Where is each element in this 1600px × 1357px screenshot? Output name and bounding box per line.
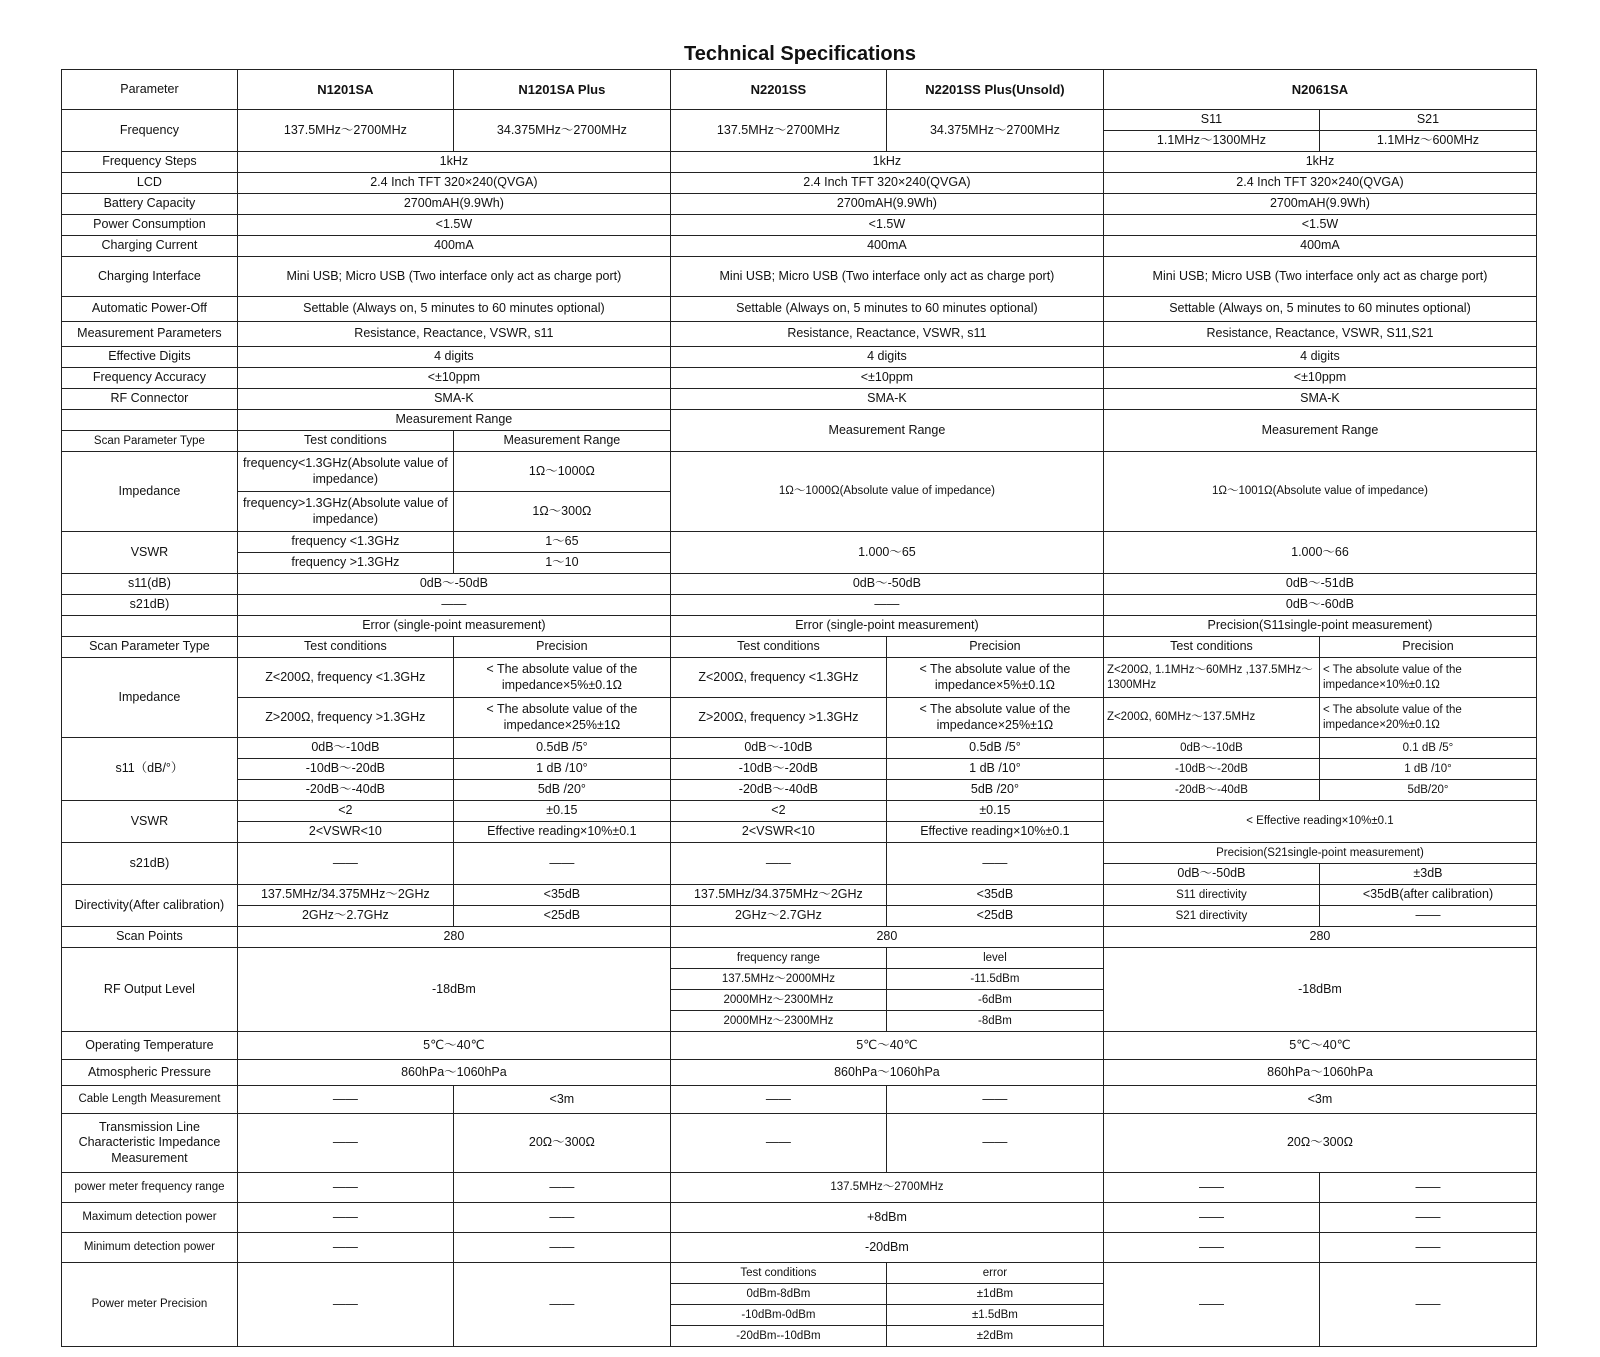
spec-cell: Measurement Range <box>237 410 670 431</box>
spec-cell: —— <box>1319 1233 1536 1263</box>
spec-cell: Frequency <box>62 110 238 152</box>
spec-cell: Scan Points <box>62 927 238 948</box>
spec-cell: Settable (Always on, 5 minutes to 60 minutes optional) <box>1103 297 1536 322</box>
spec-cell: 34.375MHz～2700MHz <box>886 110 1103 152</box>
spec-cell: 2.4 Inch TFT 320×240(QVGA) <box>1103 173 1536 194</box>
spec-row <box>62 1233 1537 1263</box>
spec-row <box>62 738 1537 759</box>
spec-cell: -10dB～-20dB <box>237 759 453 780</box>
spec-row <box>62 759 1537 780</box>
spec-cell: 400mA <box>237 236 670 257</box>
spec-row <box>62 1114 1537 1173</box>
spec-row <box>62 637 1537 658</box>
spec-cell: —— <box>453 843 670 885</box>
spec-cell: —— <box>237 1086 453 1114</box>
spec-cell: -11.5dBm <box>886 969 1103 990</box>
spec-cell: < Effective reading×10%±0.1 <box>1103 801 1536 843</box>
spec-cell: Z>200Ω, frequency >1.3GHz <box>237 698 453 738</box>
spec-cell: -20dB～-40dB <box>237 780 453 801</box>
spec-cell: —— <box>1103 1263 1319 1347</box>
spec-row <box>62 194 1537 215</box>
spec-cell: <1.5W <box>670 215 1103 236</box>
spec-cell: Z<200Ω, 1.1MHz～60MHz ,137.5MHz～1300MHz <box>1103 658 1319 698</box>
spec-cell: Settable (Always on, 5 minutes to 60 minutes optional) <box>670 297 1103 322</box>
spec-cell: Measurement Range <box>670 410 1103 452</box>
spec-cell: 2000MHz～2300MHz <box>670 1011 886 1032</box>
spec-cell: 0dB～-50dB <box>670 574 1103 595</box>
spec-cell: ±2dBm <box>886 1326 1103 1347</box>
spec-row <box>62 801 1537 822</box>
spec-cell: —— <box>886 843 1103 885</box>
spec-cell: —— <box>237 843 453 885</box>
spec-cell: —— <box>237 1173 453 1203</box>
spec-cell: Z<200Ω, 60MHz～137.5MHz <box>1103 698 1319 738</box>
spec-cell: —— <box>237 595 670 616</box>
spec-cell: 1Ω～1001Ω(Absolute value of impedance) <box>1103 452 1536 532</box>
spec-cell: 0dBm-8dBm <box>670 1284 886 1305</box>
spec-cell: 20Ω～300Ω <box>1103 1114 1536 1173</box>
spec-row <box>62 173 1537 194</box>
spec-cell: -6dBm <box>886 990 1103 1011</box>
spec-row <box>62 1060 1537 1086</box>
spec-cell: Test conditions <box>1103 637 1319 658</box>
spec-cell: Mini USB; Micro USB (Two interface only act as charge port) <box>670 257 1103 297</box>
spec-cell: Error (single-point measurement) <box>237 616 670 637</box>
spec-cell: < The absolute value of the impedance×5%±0.1Ω <box>886 658 1103 698</box>
spec-cell: <2 <box>670 801 886 822</box>
spec-cell: Cable Length Measurement <box>62 1086 238 1114</box>
spec-cell: Power Consumption <box>62 215 238 236</box>
spec-cell: frequency <1.3GHz <box>237 532 453 553</box>
spec-cell: —— <box>453 1173 670 1203</box>
spec-cell: frequency<1.3GHz(Absolute value of impedance) <box>237 452 453 492</box>
spec-cell: < The absolute value of the impedance×10%±0.1Ω <box>1319 658 1536 698</box>
spec-cell: —— <box>1103 1203 1319 1233</box>
spec-cell: —— <box>1103 1173 1319 1203</box>
spec-cell: 5dB/20° <box>1319 780 1536 801</box>
spec-cell: <35dB <box>886 885 1103 906</box>
spec-cell: 1 dB /10° <box>886 759 1103 780</box>
spec-cell: Measurement Range <box>1103 410 1536 452</box>
spec-cell: 0dB～-60dB <box>1103 595 1536 616</box>
spec-cell: S21 <box>1319 110 1536 131</box>
spec-cell: 5dB /20° <box>453 780 670 801</box>
spec-cell: <1.5W <box>237 215 670 236</box>
spec-cell: <25dB <box>453 906 670 927</box>
spec-cell <box>62 410 238 431</box>
spec-cell: Minimum detection power <box>62 1233 238 1263</box>
spec-cell: 1Ω～1000Ω <box>453 452 670 492</box>
spec-cell: 0dB～-51dB <box>1103 574 1536 595</box>
spec-cell: ±1.5dBm <box>886 1305 1103 1326</box>
spec-cell: 0dB～-10dB <box>1103 738 1319 759</box>
spec-cell: Directivity(After calibration) <box>62 885 238 927</box>
spec-cell: LCD <box>62 173 238 194</box>
spec-cell: 0.1 dB /5° <box>1319 738 1536 759</box>
spec-cell: 137.5MHz～2700MHz <box>670 110 886 152</box>
spec-cell: Precision <box>453 637 670 658</box>
spec-cell: 400mA <box>1103 236 1536 257</box>
spec-row <box>62 885 1537 906</box>
spec-row <box>62 532 1537 553</box>
spec-cell: SMA-K <box>1103 389 1536 410</box>
spec-cell: Scan Parameter Type <box>62 637 238 658</box>
spec-cell: 0dB～-10dB <box>670 738 886 759</box>
spec-cell: Test conditions <box>670 637 886 658</box>
spec-cell: Frequency Steps <box>62 152 238 173</box>
spec-cell: 20Ω～300Ω <box>453 1114 670 1173</box>
specifications-table <box>61 69 1537 1347</box>
spec-cell: 4 digits <box>670 347 1103 368</box>
page-title: Technical Specifications <box>684 43 916 65</box>
spec-cell: Effective Digits <box>62 347 238 368</box>
spec-cell: —— <box>453 1203 670 1233</box>
spec-row <box>62 347 1537 368</box>
spec-cell: S21 directivity <box>1103 906 1319 927</box>
spec-cell: 1Ω～300Ω <box>453 492 670 532</box>
spec-cell: 2GHz～2.7GHz <box>237 906 453 927</box>
spec-cell: 2700mAH(9.9Wh) <box>1103 194 1536 215</box>
spec-cell: -20dBm--10dBm <box>670 1326 886 1347</box>
spec-cell: -10dB～-20dB <box>670 759 886 780</box>
spec-row <box>62 1032 1537 1060</box>
spec-cell: < The absolute value of the impedance×25%±1Ω <box>453 698 670 738</box>
spec-row <box>62 927 1537 948</box>
spec-cell: Precision(S21single-point measurement) <box>1103 843 1536 864</box>
spec-cell: VSWR <box>62 532 238 574</box>
spec-cell: Precision(S11single-point measurement) <box>1103 616 1536 637</box>
spec-cell: Mini USB; Micro USB (Two interface only act as charge port) <box>1103 257 1536 297</box>
spec-cell: 280 <box>1103 927 1536 948</box>
spec-cell: Resistance, Reactance, VSWR, S11,S21 <box>1103 322 1536 347</box>
spec-cell: —— <box>237 1114 453 1173</box>
spec-cell: Measurement Parameters <box>62 322 238 347</box>
spec-cell: Resistance, Reactance, VSWR, s11 <box>670 322 1103 347</box>
spec-cell: RF Output Level <box>62 948 238 1032</box>
spec-cell: 0.5dB /5° <box>453 738 670 759</box>
column-header-cell: N1201SA <box>237 70 453 110</box>
spec-cell: Resistance, Reactance, VSWR, s11 <box>237 322 670 347</box>
spec-cell: —— <box>886 1114 1103 1173</box>
spec-cell: error <box>886 1263 1103 1284</box>
spec-cell: +8dBm <box>670 1203 1103 1233</box>
spec-cell: Effective reading×10%±0.1 <box>453 822 670 843</box>
spec-row <box>62 948 1537 969</box>
spec-cell: Precision <box>886 637 1103 658</box>
spec-cell: level <box>886 948 1103 969</box>
spec-cell: —— <box>1319 1203 1536 1233</box>
spec-cell: ±0.15 <box>453 801 670 822</box>
spec-cell: 1kHz <box>237 152 670 173</box>
spec-cell: <35dB(after calibration) <box>1319 885 1536 906</box>
spec-cell: -20dB～-40dB <box>1103 780 1319 801</box>
spec-cell: 0.5dB /5° <box>886 738 1103 759</box>
spec-cell: —— <box>1319 1263 1536 1347</box>
spec-cell: —— <box>670 595 1103 616</box>
spec-cell: -18dBm <box>237 948 670 1032</box>
spec-cell: Scan Parameter Type <box>62 431 238 452</box>
spec-cell: < The absolute value of the impedance×25%±1Ω <box>886 698 1103 738</box>
column-header-cell: Parameter <box>62 70 238 110</box>
spec-cell: Z>200Ω, frequency >1.3GHz <box>670 698 886 738</box>
spec-cell: ±3dB <box>1319 864 1536 885</box>
spec-row <box>62 1173 1537 1203</box>
spec-cell: 1kHz <box>1103 152 1536 173</box>
spec-cell: Error (single-point measurement) <box>670 616 1103 637</box>
spec-row <box>62 843 1537 864</box>
spec-cell: 2<VSWR<10 <box>237 822 453 843</box>
spec-cell: Automatic Power-Off <box>62 297 238 322</box>
spec-cell: Battery Capacity <box>62 194 238 215</box>
spec-cell: Frequency Accuracy <box>62 368 238 389</box>
spec-cell: s11（dB/°） <box>62 738 238 801</box>
spec-cell: 2<VSWR<10 <box>670 822 886 843</box>
spec-cell: <±10ppm <box>670 368 1103 389</box>
spec-cell: -8dBm <box>886 1011 1103 1032</box>
spec-cell: SMA-K <box>670 389 1103 410</box>
spec-cell: <25dB <box>886 906 1103 927</box>
spec-cell: s21dB) <box>62 595 238 616</box>
spec-cell: s11(dB) <box>62 574 238 595</box>
spec-row <box>62 616 1537 637</box>
spec-row <box>62 389 1537 410</box>
spec-cell: 1Ω～1000Ω(Absolute value of impedance) <box>670 452 1103 532</box>
spec-cell: <2 <box>237 801 453 822</box>
spec-cell: 4 digits <box>1103 347 1536 368</box>
spec-cell: 2GHz～2.7GHz <box>670 906 886 927</box>
spec-cell: —— <box>453 1263 670 1347</box>
column-header-cell: N2201SS Plus(Unsold) <box>886 70 1103 110</box>
spec-cell: Mini USB; Micro USB (Two interface only act as charge port) <box>237 257 670 297</box>
spec-cell: 34.375MHz～2700MHz <box>453 110 670 152</box>
spec-row <box>62 1086 1537 1114</box>
spec-cell: —— <box>1319 906 1536 927</box>
spec-cell: 2.4 Inch TFT 320×240(QVGA) <box>670 173 1103 194</box>
spec-cell: 1.000～65 <box>670 532 1103 574</box>
spec-cell: Transmission Line Characteristic Impedance Measurement <box>62 1114 238 1173</box>
spec-row <box>62 1263 1537 1284</box>
spec-cell: 137.5MHz/34.375MHz～2GHz <box>670 885 886 906</box>
spec-cell: 0dB～-50dB <box>237 574 670 595</box>
spec-cell: ±1dBm <box>886 1284 1103 1305</box>
spec-cell: —— <box>453 1233 670 1263</box>
column-header-cell: N2201SS <box>670 70 886 110</box>
spec-cell: —— <box>1319 1173 1536 1203</box>
spec-cell: 860hPa～1060hPa <box>1103 1060 1536 1086</box>
spec-cell: 1～65 <box>453 532 670 553</box>
spec-row <box>62 1203 1537 1233</box>
spec-cell: ±0.15 <box>886 801 1103 822</box>
spec-cell: 2000MHz～2300MHz <box>670 990 886 1011</box>
spec-cell: Charging Current <box>62 236 238 257</box>
spec-cell: SMA-K <box>237 389 670 410</box>
spec-cell: —— <box>886 1086 1103 1114</box>
spec-row <box>62 236 1537 257</box>
spec-cell: 1.000～66 <box>1103 532 1536 574</box>
spec-cell: Test conditions <box>237 431 453 452</box>
spec-cell: -10dB～-20dB <box>1103 759 1319 780</box>
column-header-cell: N2061SA <box>1103 70 1536 110</box>
specifications-body <box>62 70 1537 1347</box>
spec-cell: Precision <box>1319 637 1536 658</box>
spec-cell: Charging Interface <box>62 257 238 297</box>
spec-cell: —— <box>670 843 886 885</box>
spec-cell: 1 dB /10° <box>1319 759 1536 780</box>
spec-cell: 0dB～-50dB <box>1103 864 1319 885</box>
spec-row <box>62 70 1537 110</box>
spec-cell: 1.1MHz～1300MHz <box>1103 131 1319 152</box>
spec-cell: —— <box>670 1114 886 1173</box>
spec-row <box>62 595 1537 616</box>
spec-cell: 5℃～40℃ <box>1103 1032 1536 1060</box>
spec-cell: S11 <box>1103 110 1319 131</box>
spec-row <box>62 297 1537 322</box>
spec-row <box>62 658 1537 698</box>
spec-cell: Impedance <box>62 658 238 738</box>
spec-cell: <±10ppm <box>1103 368 1536 389</box>
spec-cell: Maximum detection power <box>62 1203 238 1233</box>
spec-cell: 400mA <box>670 236 1103 257</box>
spec-cell: < The absolute value of the impedance×20%±0.1Ω <box>1319 698 1536 738</box>
spec-cell: -20dBm <box>670 1233 1103 1263</box>
spec-cell: frequency range <box>670 948 886 969</box>
spec-row <box>62 410 1537 431</box>
spec-cell: Operating Temperature <box>62 1032 238 1060</box>
spec-cell: -10dBm-0dBm <box>670 1305 886 1326</box>
spec-cell: 5℃～40℃ <box>237 1032 670 1060</box>
spec-cell: S11 directivity <box>1103 885 1319 906</box>
spec-cell: <1.5W <box>1103 215 1536 236</box>
spec-cell: 280 <box>670 927 1103 948</box>
spec-cell: —— <box>237 1203 453 1233</box>
spec-cell: 860hPa～1060hPa <box>237 1060 670 1086</box>
spec-cell: < The absolute value of the impedance×5%±0.1Ω <box>453 658 670 698</box>
spec-cell: <3m <box>1103 1086 1536 1114</box>
spec-cell: —— <box>1103 1233 1319 1263</box>
spec-cell: —— <box>237 1233 453 1263</box>
spec-cell: 1～10 <box>453 553 670 574</box>
spec-cell: 4 digits <box>237 347 670 368</box>
spec-cell: 137.5MHz～2700MHz <box>237 110 453 152</box>
spec-cell: frequency >1.3GHz <box>237 553 453 574</box>
spec-cell: VSWR <box>62 801 238 843</box>
spec-cell: -18dBm <box>1103 948 1536 1032</box>
spec-cell: <±10ppm <box>237 368 670 389</box>
spec-cell: Atmospheric Pressure <box>62 1060 238 1086</box>
spec-cell: Measurement Range <box>453 431 670 452</box>
spec-cell <box>62 616 238 637</box>
spec-cell: Impedance <box>62 452 238 532</box>
spec-cell: 5dB /20° <box>886 780 1103 801</box>
spec-cell: RF Connector <box>62 389 238 410</box>
spec-row <box>62 152 1537 173</box>
spec-cell: 2.4 Inch TFT 320×240(QVGA) <box>237 173 670 194</box>
spec-cell: 137.5MHz/34.375MHz～2GHz <box>237 885 453 906</box>
spec-cell: 1.1MHz～600MHz <box>1319 131 1536 152</box>
spec-cell: —— <box>670 1086 886 1114</box>
spec-cell: 280 <box>237 927 670 948</box>
spec-cell: Test conditions <box>237 637 453 658</box>
spec-row <box>62 110 1537 131</box>
spec-cell: Settable (Always on, 5 minutes to 60 minutes optional) <box>237 297 670 322</box>
spec-cell: 2700mAH(9.9Wh) <box>237 194 670 215</box>
spec-cell: Test conditions <box>670 1263 886 1284</box>
spec-cell: s21dB) <box>62 843 238 885</box>
spec-cell: Z<200Ω, frequency <1.3GHz <box>670 658 886 698</box>
column-header-cell: N1201SA Plus <box>453 70 670 110</box>
spec-cell: 137.5MHz～2700MHz <box>670 1173 1103 1203</box>
spec-row <box>62 780 1537 801</box>
spec-row <box>62 322 1537 347</box>
spec-cell: 860hPa～1060hPa <box>670 1060 1103 1086</box>
spec-row <box>62 215 1537 236</box>
spec-row <box>62 452 1537 492</box>
spec-row <box>62 257 1537 297</box>
spec-row <box>62 698 1537 738</box>
spec-cell: Effective reading×10%±0.1 <box>886 822 1103 843</box>
spec-cell: power meter frequency range <box>62 1173 238 1203</box>
spec-cell: 0dB～-10dB <box>237 738 453 759</box>
spec-cell: <35dB <box>453 885 670 906</box>
spec-cell: Power meter Precision <box>62 1263 238 1347</box>
spec-cell: Z<200Ω, frequency <1.3GHz <box>237 658 453 698</box>
spec-cell: frequency>1.3GHz(Absolute value of impedance) <box>237 492 453 532</box>
spec-cell: <3m <box>453 1086 670 1114</box>
spec-cell: 1kHz <box>670 152 1103 173</box>
spec-cell: 137.5MHz～2000MHz <box>670 969 886 990</box>
spec-cell: 5℃～40℃ <box>670 1032 1103 1060</box>
spec-cell: -20dB～-40dB <box>670 780 886 801</box>
spec-row <box>62 368 1537 389</box>
spec-cell: —— <box>237 1263 453 1347</box>
spec-row <box>62 906 1537 927</box>
spec-cell: 1 dB /10° <box>453 759 670 780</box>
spec-row <box>62 574 1537 595</box>
spec-cell: 2700mAH(9.9Wh) <box>670 194 1103 215</box>
